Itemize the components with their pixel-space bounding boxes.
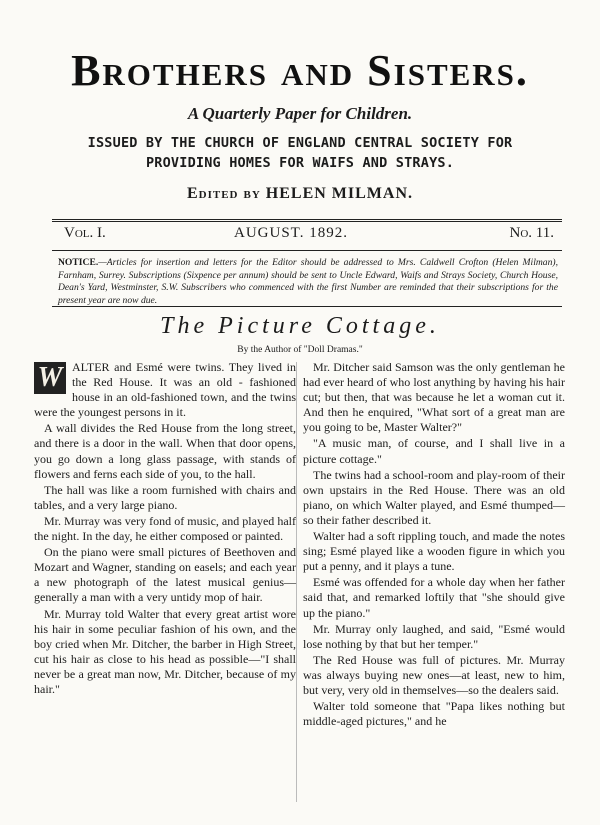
issued-by-line-1: ISSUED BY THE CHURCH OF ENGLAND CENTRAL SOCIETY FOR [87, 135, 513, 151]
issue-info [64, 225, 554, 247]
column-divider [296, 362, 297, 802]
notice-label: NOTICE. [58, 257, 99, 268]
story-title: The Picture Cottage. [160, 313, 440, 339]
paragraph-text: ALTER and Esmé were twins. They lived in the Red House. It was an old - fashioned house in an old-fashioned town, and the twins were the youngest persons in it. [34, 360, 296, 420]
publication-title: Brothers and Sisters. [71, 46, 529, 95]
editor-credit: Edited by HELEN MILMAN. [186, 185, 414, 202]
drop-cap: W [34, 362, 66, 394]
story-column-right [303, 360, 565, 730]
story-byline: By the Author of "Doll Dramas." [237, 345, 363, 355]
paragraph: On the piano were small pictures of Beethoven and Mozart and Wagner, standing on easels; and each year a new photograph of the latest musical genius—generally a man with a very untidy mop of hair. [34, 545, 296, 605]
paragraph [34, 360, 296, 420]
paragraph: The hall was like a room furnished with chairs and tables, and a very large piano. [34, 482, 296, 512]
volume-label: Vol. I. [64, 225, 106, 241]
paragraph: A wall divides the Red House from the long street, and there is a door in the wall. When that door opens, you go down a long glass passage, with stands of flowers and ferns each side of you, to the hall. [34, 421, 296, 481]
story-column-left [34, 360, 296, 698]
header-rule-bottom [52, 250, 562, 251]
issue-number: No. 11. [509, 225, 554, 241]
paragraph: Mr. Ditcher said Samson was the only gentleman he had ever heard of who lost anything by having his hair cut; but then, that was because he let a woman cut it. And then he enquired, "What sort of a great man are you going to be, Master Walter?" [303, 360, 565, 435]
paragraph: Walter had a soft rippling touch, and made the notes sing; Esmé played like a wooden figure in which you put a penny, and it plays a tune. [303, 529, 565, 574]
masthead [0, 45, 600, 203]
paragraph: "A music man, of course, and I shall live in a picture cottage." [303, 436, 565, 466]
paragraph: Mr. Murray was very fond of music, and played half the night. In the day, he either composed or painted. [34, 513, 296, 544]
issued-by-line-2: PROVIDING HOMES FOR WAIFS AND STRAYS. [145, 155, 455, 171]
header-rule-top [52, 219, 562, 222]
paragraph: Esmé was offended for a whole day when her father said that, and remarked loftily that "she should give up the piano." [303, 575, 565, 620]
notice-text: —Articles for insertion and letters for the Editor should be addressed to Mrs. Caldwell Crofton (Helen Milman), Farnham, Surrey. Subscriptions (Sixpence per annum) should be sent to Uncle Edward, Waifs and Strays Society, Church House, Dean's Yard, Westminster, S.W. Subscribers who commenced with the first Number are reminded that their subscriptions for the present year are now due. [58, 257, 558, 306]
paragraph: The Red House was full of pictures. Mr. Murray was always buying new ones—at least, new to him, but very, very old in themselves—so the dealers said. [303, 652, 565, 697]
issue-date: AUGUST. 1892. [234, 225, 348, 241]
notice-box [58, 257, 558, 307]
paragraph: Walter told someone that "Papa likes nothing but middle-aged pictures," and he [303, 699, 565, 729]
paragraph: Mr. Murray told Walter that every great artist wore his hair in some peculiar fashion of his own, and the boy cried when Mr. Ditcher, the barber in High Street, cut his hair as close to his head as possible—"I shall never be a great man now, Mr. Ditcher, because of my hair." [34, 606, 296, 696]
publication-subtitle: A Quarterly Paper for Children. [187, 104, 413, 123]
paragraph: The twins had a school-room and play-room of their own upstairs in the Red House. There was an old piano, on which Walter played, and Esmé thumped—so their father described it. [303, 467, 565, 527]
notice-rule [52, 306, 562, 307]
paragraph: Mr. Murray only laughed, and said, "Esmé would lose nothing by that but her temper." [303, 621, 565, 651]
